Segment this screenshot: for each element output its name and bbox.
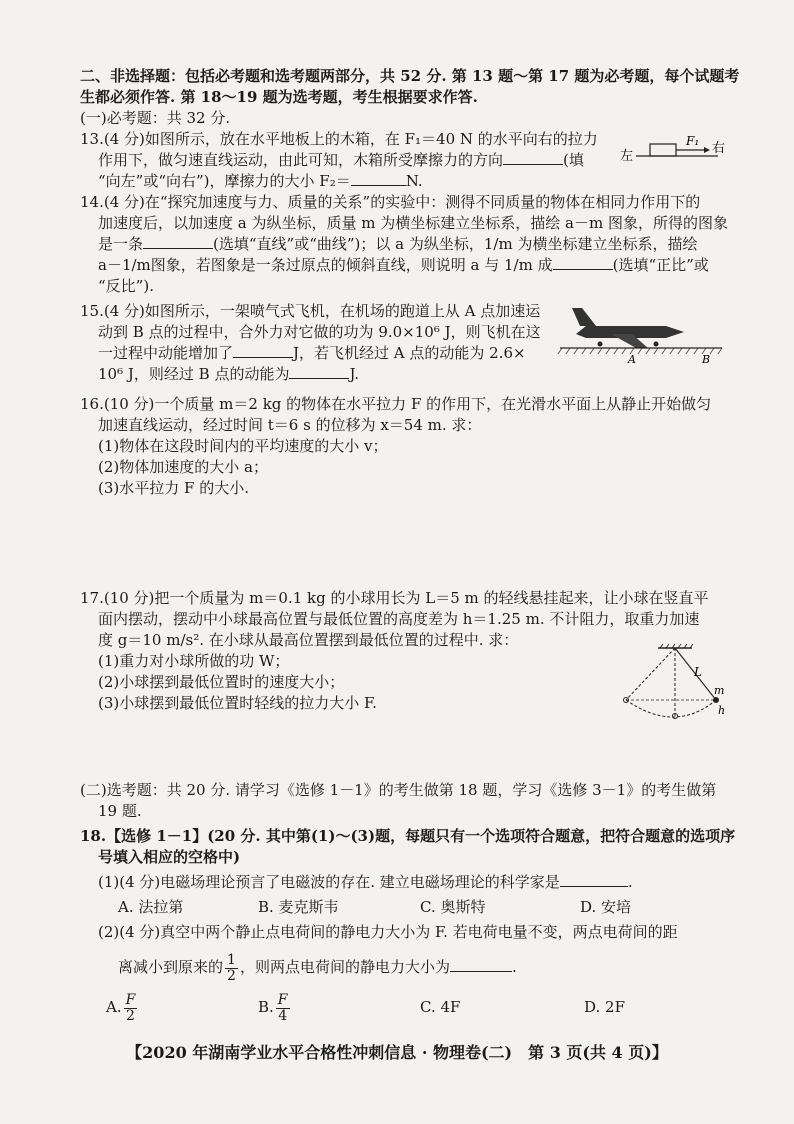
- mass-label: m: [714, 684, 725, 697]
- q18-line2: 号填入相应的空格中): [98, 848, 241, 866]
- q18-sub2-option-a[interactable]: A. $\frac{F}{2}$: [106, 991, 136, 1024]
- page-footer: 【2020 年湖南学业水平合格性冲刺信息 · 物理卷(二) 第 3 页(共 4 页)】: [126, 1043, 668, 1062]
- q17-pendulum-figure: [612, 642, 732, 724]
- section-heading-cont: 生都必须作答. 第 18～19 题为选考题，考生根据要求作答.: [80, 88, 478, 106]
- q18-sub2-option-b[interactable]: B. $\frac{F}{4}$: [258, 991, 288, 1024]
- q18-sub2-blank[interactable]: [450, 957, 512, 972]
- q13-blank-friction[interactable]: [351, 171, 406, 186]
- q17-line2: 面内摆动，摆动中小球最高位置与最低位置的高度差为 h＝1.25 m. 不计阻力，取重力加速: [98, 610, 700, 628]
- point-a-label: A: [628, 353, 636, 364]
- q17-line3: 度 g＝10 m/s². 在小球从最高位置摆到最低位置的过程中. 求：: [98, 631, 519, 649]
- q15-blank-ke-increase[interactable]: [233, 343, 293, 358]
- q18-sub1: (1)(4 分)电磁场理论预言了电磁波的存在. 建立电磁场理论的科学家是 .: [98, 873, 633, 891]
- q13-line2: 作用下，做匀速直线运动，由此可知，木箱所受摩擦力的方向 (填: [98, 151, 584, 169]
- q18-sub2-option-c[interactable]: C. 4F: [420, 998, 461, 1016]
- q15-line2: 动到 B 点的过程中，合外力对它做的功为 9.0×10⁶ J，则飞机在这: [98, 323, 541, 341]
- fig-force-label: F₁: [686, 134, 700, 148]
- q18-sub2-line1: (2)(4 分)真空中两个静止点电荷间的静电力大小为 F. 若电荷电量不变，两点电荷间的距: [98, 923, 678, 941]
- q15-line4: 10⁶ J，则经过 B 点的动能为 J.: [98, 365, 360, 383]
- fig-left-label: 左: [620, 149, 634, 164]
- q18-sub1-option-c[interactable]: C. 奥斯特: [420, 898, 486, 916]
- q17-line1: 17.(10 分)把一个质量为 m＝0.1 kg 的小球用长为 L＝5 m 的轻线悬挂起来，让小球在竖直平: [80, 589, 709, 607]
- q17-part2: (2)小球摆到最低位置时的速度大小；: [98, 673, 345, 691]
- q18-sub1-option-b[interactable]: B. 麦克斯韦: [258, 898, 339, 916]
- q14-line5: “反比”).: [98, 277, 154, 295]
- q16-part3: (3)水平拉力 F 的大小.: [98, 479, 249, 497]
- q14-line1: 14.(4 分)在“探究加速度与力、质量的关系”的实验中：测得不同质量的物体在相同力作用下的: [80, 193, 701, 211]
- optional-section-line2: 19 题.: [98, 802, 142, 820]
- q15-line1: 15.(4 分)如图所示，一架喷气式飞机，在机场的跑道上从 A 点加速运: [80, 302, 541, 320]
- q15-jet-figure: [556, 300, 726, 364]
- q16-part2: (2)物体加速度的大小 a；: [98, 458, 268, 476]
- pendulum-ball: [713, 697, 719, 703]
- q14-blank-relation[interactable]: [553, 255, 613, 270]
- q18-sub2-line2: 离减小到原来的 $\frac{1}{2}$ ，则两点电荷间的静电力大小为 .: [118, 951, 517, 984]
- q16-line2: 加速直线运动，经过时间 t＝6 s 的位移为 x＝54 m. 求：: [98, 416, 482, 434]
- required-section-title: (一)必考题：共 32 分.: [80, 109, 231, 127]
- fig-right-label: 右: [712, 141, 726, 156]
- q13-line3: “向左”或“向右”)，摩擦力的大小 F₂＝ N.: [98, 172, 423, 190]
- jet-airplane-icon: [572, 308, 684, 348]
- q13-line1: 13.(4 分)如图所示，放在水平地板上的木箱，在 F₁＝40 N 的水平向右的拉力: [80, 130, 598, 148]
- q18-sub2-option-d[interactable]: D. 2F: [584, 998, 625, 1016]
- q16-line1: 16.(10 分)一个质量 m＝2 kg 的物体在水平拉力 F 的作用下，在光滑水平面上从静止开始做匀: [80, 395, 712, 413]
- q15-line3: 一过程中动能增加了 J，若飞机经过 A 点的动能为 2.6×: [98, 344, 526, 362]
- q14-line2: 加速度后，以加速度 a 为纵坐标，质量 m 为横坐标建立坐标系，描绘 a－m 图象，所得的图象: [98, 214, 728, 232]
- point-b-label: B: [702, 353, 711, 364]
- length-label: L: [694, 665, 702, 679]
- q18-sub1-blank[interactable]: [560, 872, 628, 887]
- q13-box-figure: [618, 132, 728, 166]
- q15-blank-ke-b[interactable]: [289, 364, 349, 379]
- q17-part3: (3)小球摆到最低位置时轻线的拉力大小 F.: [98, 694, 377, 712]
- q13-blank-direction[interactable]: [503, 150, 563, 165]
- q14-line4: a－1/m图象，若图象是一条过原点的倾斜直线，则说明 a 与 1/m 成 (选填“正比”或: [98, 256, 709, 274]
- optional-section-line1: (二)选考题：共 20 分. 请学习《选修 1－1》的考生做第 18 题，学习《选修 3－1》的考生做第: [80, 781, 717, 799]
- q18-sub1-option-a[interactable]: A. 法拉第: [118, 898, 184, 916]
- section-heading: 二、非选择题：包括必考题和选考题两部分，共 52 分. 第 13 题～第 17 题为必考题，每个试题考: [80, 67, 740, 85]
- one-half-fraction: $\frac{1}{2}$: [227, 951, 236, 984]
- q18-sub1-option-d[interactable]: D. 安培: [580, 898, 632, 916]
- q14-line3: 是一条 (选填“直线”或“曲线”)；以 a 为纵坐标，1/m 为横坐标建立坐标系，描绘: [98, 235, 698, 253]
- q17-part1: (1)重力对小球所做的功 W；: [98, 652, 290, 670]
- q14-blank-shape[interactable]: [143, 234, 213, 249]
- height-label: h: [718, 704, 726, 717]
- q16-part1: (1)物体在这段时间内的平均速度的大小 v；: [98, 437, 388, 455]
- wooden-box: [650, 144, 676, 156]
- q18-line1: 18.【选修 1－1】(20 分. 其中第(1)～(3)题，每题只有一个选项符合题意，把符合题意的选项序: [80, 827, 736, 845]
